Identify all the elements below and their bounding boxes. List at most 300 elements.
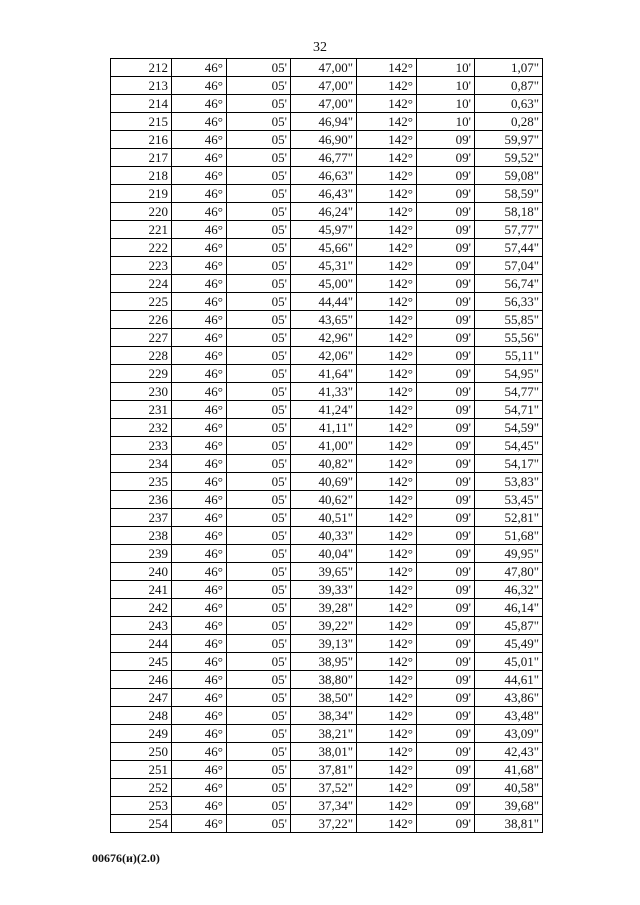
cell-point-number: 226 (111, 311, 172, 329)
cell-point-number: 222 (111, 239, 172, 257)
cell-lat-seconds: 41,24" (291, 401, 357, 419)
cell-lon-seconds: 40,58" (475, 779, 543, 797)
cell-point-number: 231 (111, 401, 172, 419)
cell-lon-minutes: 09' (417, 329, 475, 347)
cell-lon-seconds: 54,17" (475, 455, 543, 473)
cell-lon-minutes: 09' (417, 365, 475, 383)
cell-lon-minutes: 09' (417, 779, 475, 797)
cell-lat-seconds: 46,77" (291, 149, 357, 167)
cell-lat-seconds: 38,01" (291, 743, 357, 761)
cell-lat-minutes: 05' (227, 491, 291, 509)
cell-lat-minutes: 05' (227, 77, 291, 95)
table-row (111, 131, 543, 149)
cell-lat-degrees: 46° (172, 545, 227, 563)
cell-lat-seconds: 46,90" (291, 131, 357, 149)
cell-lat-minutes: 05' (227, 167, 291, 185)
cell-lon-degrees: 142° (357, 491, 417, 509)
table-row (111, 185, 543, 203)
cell-lon-degrees: 142° (357, 455, 417, 473)
cell-point-number: 232 (111, 419, 172, 437)
cell-lon-minutes: 09' (417, 527, 475, 545)
cell-lon-minutes: 09' (417, 167, 475, 185)
cell-lon-minutes: 09' (417, 185, 475, 203)
cell-lon-degrees: 142° (357, 185, 417, 203)
cell-lat-minutes: 05' (227, 455, 291, 473)
cell-point-number: 249 (111, 725, 172, 743)
cell-lon-minutes: 09' (417, 149, 475, 167)
cell-lon-degrees: 142° (357, 509, 417, 527)
cell-point-number: 223 (111, 257, 172, 275)
cell-lon-degrees: 142° (357, 797, 417, 815)
cell-lon-seconds: 59,97" (475, 131, 543, 149)
table-row (111, 473, 543, 491)
cell-lat-seconds: 47,00" (291, 95, 357, 113)
cell-lat-minutes: 05' (227, 635, 291, 653)
cell-lat-degrees: 46° (172, 761, 227, 779)
cell-lon-degrees: 142° (357, 311, 417, 329)
cell-point-number: 248 (111, 707, 172, 725)
cell-point-number: 239 (111, 545, 172, 563)
cell-lon-seconds: 45,49" (475, 635, 543, 653)
cell-lat-seconds: 43,65" (291, 311, 357, 329)
table-row (111, 95, 543, 113)
cell-lat-degrees: 46° (172, 311, 227, 329)
cell-lon-minutes: 10' (417, 59, 475, 77)
cell-lon-degrees: 142° (357, 131, 417, 149)
cell-lon-degrees: 142° (357, 149, 417, 167)
cell-lon-degrees: 142° (357, 527, 417, 545)
cell-lon-seconds: 0,63" (475, 95, 543, 113)
table-row (111, 203, 543, 221)
table-row (111, 563, 543, 581)
cell-lat-seconds: 46,43" (291, 185, 357, 203)
cell-lat-degrees: 46° (172, 275, 227, 293)
cell-lon-minutes: 09' (417, 275, 475, 293)
cell-point-number: 216 (111, 131, 172, 149)
cell-lon-degrees: 142° (357, 743, 417, 761)
cell-point-number: 238 (111, 527, 172, 545)
cell-lat-seconds: 37,34" (291, 797, 357, 815)
cell-lon-minutes: 09' (417, 707, 475, 725)
cell-lat-seconds: 39,28" (291, 599, 357, 617)
cell-lat-degrees: 46° (172, 617, 227, 635)
cell-point-number: 219 (111, 185, 172, 203)
cell-lon-minutes: 09' (417, 725, 475, 743)
cell-lat-seconds: 39,33" (291, 581, 357, 599)
cell-lon-seconds: 54,59" (475, 419, 543, 437)
cell-lat-minutes: 05' (227, 563, 291, 581)
cell-lat-degrees: 46° (172, 437, 227, 455)
cell-point-number: 230 (111, 383, 172, 401)
cell-lon-minutes: 09' (417, 509, 475, 527)
cell-lon-minutes: 10' (417, 95, 475, 113)
cell-point-number: 241 (111, 581, 172, 599)
cell-lat-seconds: 37,81" (291, 761, 357, 779)
cell-lat-minutes: 05' (227, 797, 291, 815)
cell-lat-minutes: 05' (227, 545, 291, 563)
cell-lon-minutes: 09' (417, 419, 475, 437)
table-row (111, 455, 543, 473)
cell-lat-minutes: 05' (227, 293, 291, 311)
cell-lon-degrees: 142° (357, 653, 417, 671)
table-row (111, 491, 543, 509)
cell-lat-seconds: 38,50" (291, 689, 357, 707)
cell-lon-seconds: 49,95" (475, 545, 543, 563)
cell-lon-minutes: 09' (417, 293, 475, 311)
cell-lat-minutes: 05' (227, 257, 291, 275)
cell-lon-degrees: 142° (357, 437, 417, 455)
cell-lon-degrees: 142° (357, 401, 417, 419)
cell-lat-degrees: 46° (172, 365, 227, 383)
cell-lat-seconds: 46,94" (291, 113, 357, 131)
cell-lat-minutes: 05' (227, 275, 291, 293)
cell-lon-degrees: 142° (357, 221, 417, 239)
cell-lat-degrees: 46° (172, 509, 227, 527)
cell-lat-seconds: 42,96" (291, 329, 357, 347)
cell-lon-seconds: 55,56" (475, 329, 543, 347)
cell-lon-degrees: 142° (357, 293, 417, 311)
cell-point-number: 236 (111, 491, 172, 509)
cell-point-number: 225 (111, 293, 172, 311)
cell-lat-minutes: 05' (227, 347, 291, 365)
cell-lon-degrees: 142° (357, 725, 417, 743)
cell-point-number: 234 (111, 455, 172, 473)
cell-lat-seconds: 41,00" (291, 437, 357, 455)
cell-lon-seconds: 56,33" (475, 293, 543, 311)
table-row (111, 545, 543, 563)
cell-lon-minutes: 09' (417, 743, 475, 761)
cell-lon-degrees: 142° (357, 689, 417, 707)
cell-lat-degrees: 46° (172, 581, 227, 599)
table-row (111, 113, 543, 131)
cell-lat-seconds: 46,63" (291, 167, 357, 185)
cell-lon-seconds: 54,45" (475, 437, 543, 455)
cell-lat-minutes: 05' (227, 95, 291, 113)
cell-point-number: 221 (111, 221, 172, 239)
cell-lon-seconds: 54,77" (475, 383, 543, 401)
table-row (111, 437, 543, 455)
cell-lon-degrees: 142° (357, 347, 417, 365)
cell-lat-degrees: 46° (172, 347, 227, 365)
table-row (111, 653, 543, 671)
cell-lat-minutes: 05' (227, 599, 291, 617)
cell-lon-minutes: 09' (417, 599, 475, 617)
cell-lat-degrees: 46° (172, 563, 227, 581)
cell-lon-minutes: 10' (417, 113, 475, 131)
cell-lon-seconds: 55,85" (475, 311, 543, 329)
cell-lon-degrees: 142° (357, 815, 417, 833)
cell-lat-minutes: 05' (227, 239, 291, 257)
cell-lat-minutes: 05' (227, 743, 291, 761)
cell-lat-seconds: 42,06" (291, 347, 357, 365)
cell-lon-seconds: 43,86" (475, 689, 543, 707)
cell-lat-degrees: 46° (172, 59, 227, 77)
cell-lat-seconds: 37,52" (291, 779, 357, 797)
cell-lat-minutes: 05' (227, 383, 291, 401)
cell-lon-degrees: 142° (357, 635, 417, 653)
table-row (111, 167, 543, 185)
cell-lat-degrees: 46° (172, 77, 227, 95)
cell-lon-minutes: 09' (417, 473, 475, 491)
cell-lon-minutes: 09' (417, 347, 475, 365)
cell-lat-degrees: 46° (172, 725, 227, 743)
cell-lat-minutes: 05' (227, 761, 291, 779)
cell-lat-seconds: 45,00" (291, 275, 357, 293)
cell-lat-degrees: 46° (172, 455, 227, 473)
cell-lat-degrees: 46° (172, 239, 227, 257)
cell-lat-seconds: 40,82" (291, 455, 357, 473)
cell-lon-seconds: 47,80" (475, 563, 543, 581)
cell-lat-degrees: 46° (172, 491, 227, 509)
cell-lon-seconds: 53,45" (475, 491, 543, 509)
table-row (111, 329, 543, 347)
cell-lon-seconds: 45,87" (475, 617, 543, 635)
table-row (111, 383, 543, 401)
cell-lat-degrees: 46° (172, 671, 227, 689)
table-row (111, 599, 543, 617)
cell-point-number: 247 (111, 689, 172, 707)
cell-lat-seconds: 41,11" (291, 419, 357, 437)
table-row (111, 779, 543, 797)
cell-lat-degrees: 46° (172, 473, 227, 491)
page-number: 32 (313, 40, 327, 55)
cell-lon-minutes: 09' (417, 545, 475, 563)
table-row (111, 743, 543, 761)
cell-lat-degrees: 46° (172, 221, 227, 239)
document-code: 00676(и)(2.0) (92, 851, 160, 865)
cell-lon-seconds: 59,08" (475, 167, 543, 185)
cell-point-number: 252 (111, 779, 172, 797)
cell-lon-minutes: 09' (417, 203, 475, 221)
cell-lon-degrees: 142° (357, 563, 417, 581)
cell-lat-degrees: 46° (172, 653, 227, 671)
cell-point-number: 251 (111, 761, 172, 779)
cell-lon-degrees: 142° (357, 257, 417, 275)
cell-lat-degrees: 46° (172, 401, 227, 419)
cell-lat-minutes: 05' (227, 725, 291, 743)
table-row (111, 707, 543, 725)
cell-lon-minutes: 09' (417, 401, 475, 419)
cell-lon-minutes: 09' (417, 257, 475, 275)
cell-lon-minutes: 09' (417, 311, 475, 329)
cell-lon-seconds: 43,09" (475, 725, 543, 743)
cell-lat-minutes: 05' (227, 149, 291, 167)
cell-lon-seconds: 42,43" (475, 743, 543, 761)
cell-point-number: 250 (111, 743, 172, 761)
cell-lon-minutes: 09' (417, 761, 475, 779)
table-row (111, 635, 543, 653)
cell-lat-seconds: 41,33" (291, 383, 357, 401)
cell-point-number: 245 (111, 653, 172, 671)
cell-lat-seconds: 46,24" (291, 203, 357, 221)
cell-lon-seconds: 54,71" (475, 401, 543, 419)
cell-lon-degrees: 142° (357, 473, 417, 491)
cell-lat-minutes: 05' (227, 113, 291, 131)
coordinates-table (110, 58, 543, 833)
cell-point-number: 214 (111, 95, 172, 113)
cell-lat-degrees: 46° (172, 707, 227, 725)
cell-lat-minutes: 05' (227, 581, 291, 599)
cell-lon-minutes: 09' (417, 653, 475, 671)
cell-point-number: 240 (111, 563, 172, 581)
cell-lat-seconds: 45,97" (291, 221, 357, 239)
cell-point-number: 253 (111, 797, 172, 815)
cell-lon-degrees: 142° (357, 779, 417, 797)
cell-lat-seconds: 40,69" (291, 473, 357, 491)
cell-lon-degrees: 142° (357, 239, 417, 257)
cell-point-number: 229 (111, 365, 172, 383)
cell-lat-degrees: 46° (172, 815, 227, 833)
cell-lon-seconds: 56,74" (475, 275, 543, 293)
table-row (111, 725, 543, 743)
cell-lat-minutes: 05' (227, 365, 291, 383)
cell-lon-degrees: 142° (357, 275, 417, 293)
cell-lon-minutes: 09' (417, 239, 475, 257)
cell-lat-seconds: 41,64" (291, 365, 357, 383)
cell-lat-degrees: 46° (172, 743, 227, 761)
cell-lat-seconds: 40,62" (291, 491, 357, 509)
table-row (111, 293, 543, 311)
cell-lon-degrees: 142° (357, 59, 417, 77)
cell-lon-seconds: 57,77" (475, 221, 543, 239)
coordinates-table-body (111, 59, 543, 833)
cell-lat-degrees: 46° (172, 203, 227, 221)
cell-lat-seconds: 39,65" (291, 563, 357, 581)
cell-lat-minutes: 05' (227, 779, 291, 797)
cell-lon-seconds: 46,32" (475, 581, 543, 599)
cell-point-number: 220 (111, 203, 172, 221)
table-row (111, 257, 543, 275)
cell-lat-degrees: 46° (172, 113, 227, 131)
cell-lat-seconds: 47,00" (291, 59, 357, 77)
table-row (111, 671, 543, 689)
table-row (111, 59, 543, 77)
cell-lat-seconds: 47,00" (291, 77, 357, 95)
table-row (111, 581, 543, 599)
table-row (111, 797, 543, 815)
cell-lat-degrees: 46° (172, 689, 227, 707)
cell-lon-seconds: 53,83" (475, 473, 543, 491)
cell-lat-minutes: 05' (227, 473, 291, 491)
cell-lon-minutes: 09' (417, 563, 475, 581)
cell-lat-degrees: 46° (172, 257, 227, 275)
table-row (111, 509, 543, 527)
cell-lat-minutes: 05' (227, 437, 291, 455)
cell-lon-degrees: 142° (357, 419, 417, 437)
cell-lon-degrees: 142° (357, 365, 417, 383)
cell-lat-minutes: 05' (227, 329, 291, 347)
table-row (111, 77, 543, 95)
cell-point-number: 246 (111, 671, 172, 689)
cell-lat-minutes: 05' (227, 59, 291, 77)
cell-lat-degrees: 46° (172, 527, 227, 545)
cell-lon-seconds: 0,87" (475, 77, 543, 95)
cell-lon-seconds: 1,07" (475, 59, 543, 77)
cell-lon-degrees: 142° (357, 203, 417, 221)
cell-lat-degrees: 46° (172, 185, 227, 203)
table-row (111, 311, 543, 329)
cell-lat-minutes: 05' (227, 311, 291, 329)
cell-point-number: 233 (111, 437, 172, 455)
cell-lon-seconds: 59,52" (475, 149, 543, 167)
cell-lat-minutes: 05' (227, 707, 291, 725)
cell-lon-minutes: 09' (417, 581, 475, 599)
cell-lon-seconds: 57,04" (475, 257, 543, 275)
cell-lon-degrees: 142° (357, 545, 417, 563)
cell-lon-degrees: 142° (357, 761, 417, 779)
cell-lat-minutes: 05' (227, 221, 291, 239)
cell-lon-minutes: 09' (417, 671, 475, 689)
cell-lat-degrees: 46° (172, 383, 227, 401)
cell-lat-degrees: 46° (172, 797, 227, 815)
cell-lon-degrees: 142° (357, 707, 417, 725)
cell-lat-degrees: 46° (172, 599, 227, 617)
cell-lon-minutes: 09' (417, 617, 475, 635)
cell-lat-seconds: 40,33" (291, 527, 357, 545)
cell-point-number: 227 (111, 329, 172, 347)
cell-lat-degrees: 46° (172, 167, 227, 185)
cell-lat-degrees: 46° (172, 779, 227, 797)
cell-point-number: 254 (111, 815, 172, 833)
cell-lat-degrees: 46° (172, 95, 227, 113)
cell-lon-minutes: 09' (417, 815, 475, 833)
cell-point-number: 243 (111, 617, 172, 635)
cell-lon-degrees: 142° (357, 167, 417, 185)
cell-lat-seconds: 38,80" (291, 671, 357, 689)
cell-lat-minutes: 05' (227, 527, 291, 545)
cell-lon-seconds: 41,68" (475, 761, 543, 779)
cell-lat-degrees: 46° (172, 635, 227, 653)
cell-lat-seconds: 40,51" (291, 509, 357, 527)
table-row (111, 365, 543, 383)
cell-lon-degrees: 142° (357, 599, 417, 617)
cell-lon-seconds: 58,59" (475, 185, 543, 203)
cell-lon-seconds: 39,68" (475, 797, 543, 815)
cell-point-number: 228 (111, 347, 172, 365)
cell-lon-degrees: 142° (357, 95, 417, 113)
cell-lon-minutes: 10' (417, 77, 475, 95)
cell-lon-seconds: 51,68" (475, 527, 543, 545)
cell-lon-seconds: 0,28" (475, 113, 543, 131)
cell-lon-seconds: 54,95" (475, 365, 543, 383)
cell-point-number: 218 (111, 167, 172, 185)
cell-lon-degrees: 142° (357, 617, 417, 635)
cell-point-number: 224 (111, 275, 172, 293)
cell-lon-minutes: 09' (417, 455, 475, 473)
table-row (111, 617, 543, 635)
cell-lat-seconds: 39,22" (291, 617, 357, 635)
cell-point-number: 215 (111, 113, 172, 131)
cell-lon-seconds: 38,81" (475, 815, 543, 833)
cell-point-number: 217 (111, 149, 172, 167)
cell-lat-minutes: 05' (227, 689, 291, 707)
cell-lon-seconds: 46,14" (475, 599, 543, 617)
cell-lon-seconds: 55,11" (475, 347, 543, 365)
cell-lat-seconds: 45,66" (291, 239, 357, 257)
cell-lon-degrees: 142° (357, 113, 417, 131)
cell-lon-degrees: 142° (357, 329, 417, 347)
cell-lon-minutes: 09' (417, 221, 475, 239)
cell-lat-seconds: 38,95" (291, 653, 357, 671)
cell-lat-seconds: 44,44" (291, 293, 357, 311)
cell-lon-degrees: 142° (357, 77, 417, 95)
cell-lat-minutes: 05' (227, 653, 291, 671)
cell-lon-degrees: 142° (357, 671, 417, 689)
table-row (111, 401, 543, 419)
cell-lon-minutes: 09' (417, 635, 475, 653)
cell-lat-seconds: 39,13" (291, 635, 357, 653)
cell-lon-minutes: 09' (417, 131, 475, 149)
